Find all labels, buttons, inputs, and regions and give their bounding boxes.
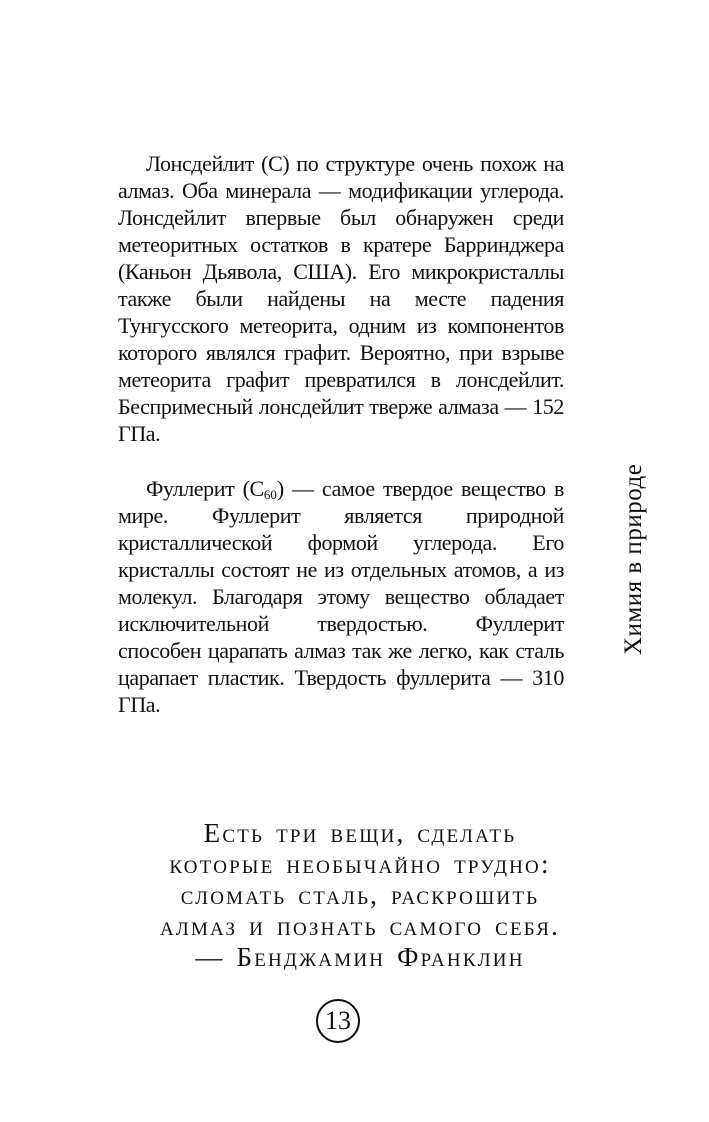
running-head: Химия в природе [620,463,647,655]
epigraph-quote [110,818,610,973]
chemical-subscript: 60 [263,487,277,502]
paragraph-text-end: ) — самое твердое вещество в мире. Фуллерит является природной кристаллической формой углерода. Его кристаллы состоят не из отдельных атомов, а из молекул. Благодаря этому вещество обладает исключительной твердостью. Фуллерит способен царапать алмаз так же легко, как сталь царапает пластик. Твердость фуллерита — 310 ГПа. [118,476,565,717]
quote-attribution: — Бенджамин Франклин [195,942,525,972]
page-number: 13 [316,999,360,1043]
paragraph-fullerite [118,475,564,718]
paragraph-lonsdaleite [118,150,564,447]
quote-line: сломать сталь, раскрошить [180,880,540,910]
quote-line: алмаз и познать самого себя. [159,911,561,941]
paragraph-text: Лонсдейлит (С) по структуре очень похож на алмаз. Оба минерала — модификации углерода. Лонсдейлит впервые был обнаружен среди метеоритных остатков в кратере Барринджера (Каньон Дьявола, США). Его микрокристаллы также были найдены на месте падения Тунгусского метеорита, одним из компонентов которого являлся графит. Вероятно, при взрыве метеорита графит превратился в лонсдейлит. Беспримесный лонсдейлит тверже алмаза — 152 ГПа. [118,151,564,446]
paragraph-text-start: Фуллерит (С [146,476,264,501]
paragraph-text [118,475,564,718]
quote-line: Есть три вещи, сделать [203,818,517,848]
quote-line: которые необычайно трудно: [169,849,551,879]
